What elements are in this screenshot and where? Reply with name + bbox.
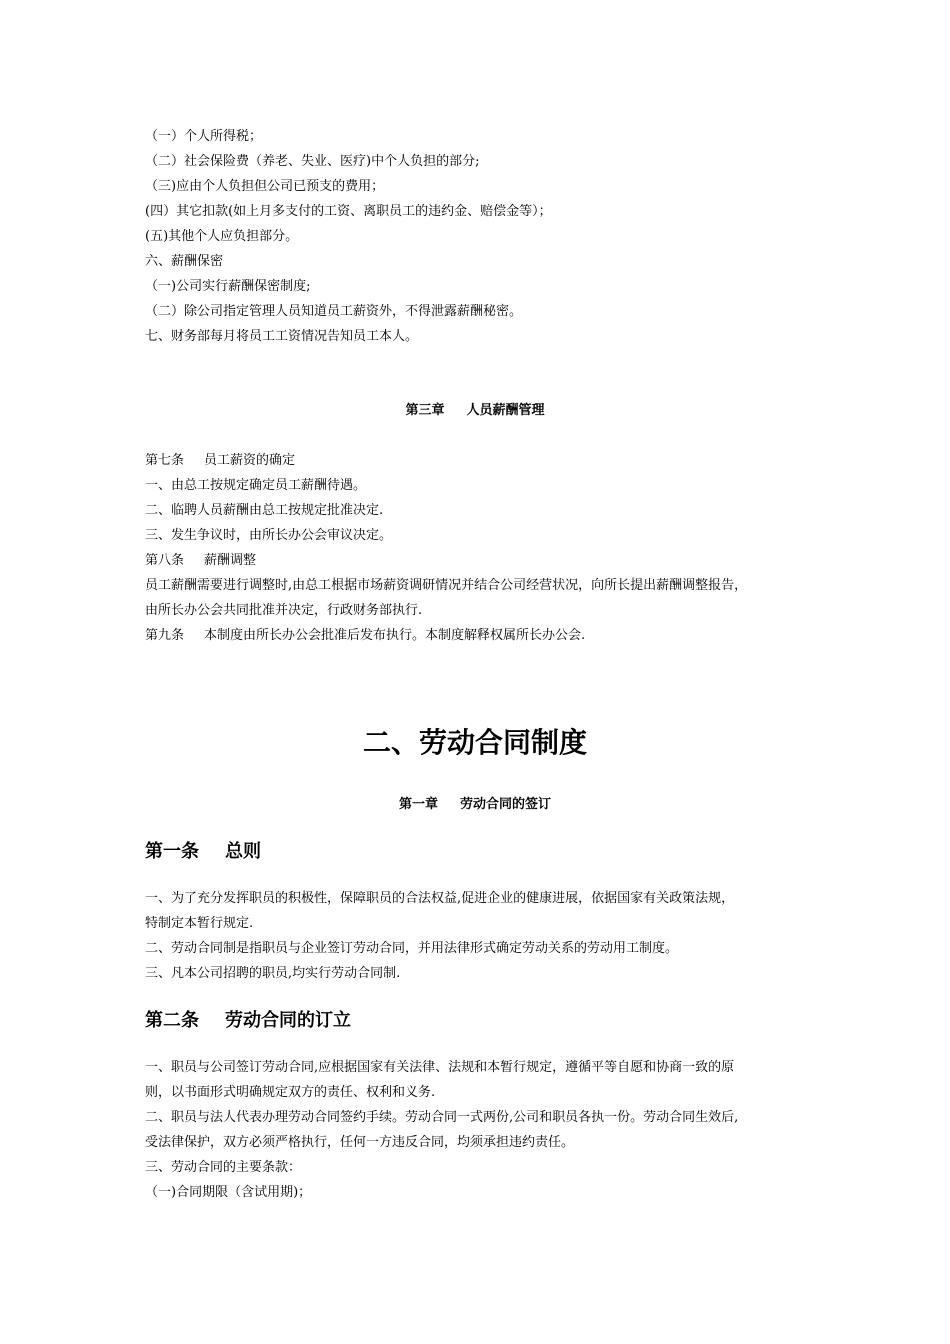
part-title: 二、劳动合同制度 bbox=[362, 726, 587, 759]
text-line: （一)公司实行薪酬保密制度; bbox=[145, 279, 311, 294]
text-line: 三、发生争议时，由所长办公会审议决定。 bbox=[145, 528, 393, 543]
text-line: 三、劳动合同的主要条款： bbox=[145, 1160, 302, 1175]
article-title: 薪酬调整 bbox=[204, 553, 257, 568]
article-text: 本制度由所长办公会批准后发布执行。本制度解释权属所长办公会. bbox=[204, 628, 586, 643]
text-line: 则，以书面形式明确规定双方的责任、权利和义务. bbox=[145, 1085, 436, 1100]
text-line: (四）其它扣款(如上月多支付的工资、离职员工的违约金、赔偿金等）； bbox=[145, 204, 552, 219]
article-number: 第九条 bbox=[145, 628, 185, 643]
chapter-title: 人员薪酬管理 bbox=[466, 403, 545, 418]
text-line: 三、凡本公司招聘的职员,均实行劳动合同制. bbox=[145, 966, 401, 981]
article-title: 劳动合同的订立 bbox=[225, 1010, 351, 1031]
text-line: 一、由总工按规定确定员工薪酬待遇。 bbox=[145, 478, 367, 493]
text-line: 七、财务部每月将员工工资情况告知员工本人。 bbox=[145, 329, 419, 344]
article-number: 第二条 bbox=[145, 1010, 199, 1031]
article-heading bbox=[145, 841, 261, 863]
chapter-heading bbox=[0, 797, 950, 813]
text-line: (五)其他个人应负担部分。 bbox=[145, 229, 299, 244]
text-line: 一、职员与公司签订劳动合同,应根据国家有关法律、法规和本暂行规定，遵循平等自愿和协商一致的原 bbox=[145, 1060, 735, 1075]
text-line: 二、临聘人员薪酬由总工按规定批准决定. bbox=[145, 503, 384, 518]
text-line: （二）社会保险费（养老、失业、医疗)中个人负担的部分; bbox=[145, 154, 480, 169]
chapter-number: 第三章 bbox=[405, 403, 445, 418]
article-heading bbox=[145, 1010, 351, 1032]
article-number: 第七条 bbox=[145, 453, 185, 468]
article-number: 第八条 bbox=[145, 553, 185, 568]
text-line: 二、劳动合同制是指职员与企业签订劳动合同，并用法律形式确定劳动关系的劳动用工制度。 bbox=[145, 941, 679, 956]
chapter-title: 劳动合同的签订 bbox=[460, 797, 552, 812]
chapter-number: 第一章 bbox=[398, 797, 438, 812]
text-line: （一)合同期限（含试用期)； bbox=[145, 1185, 312, 1200]
chapter-heading bbox=[0, 403, 950, 419]
text-line: （三)应由个人负担但公司已预支的费用； bbox=[145, 179, 385, 194]
article-title: 员工薪资的确定 bbox=[204, 453, 296, 468]
article-heading bbox=[145, 453, 295, 469]
article-number: 第一条 bbox=[145, 841, 199, 862]
article-title: 总则 bbox=[225, 841, 261, 862]
text-line: （二）除公司指定管理人员知道员工薪资外，不得泄露薪酬秘密。 bbox=[145, 304, 523, 319]
text-line: 特制定本暂行规定. bbox=[145, 916, 254, 931]
text-line: （一）个人所得税； bbox=[145, 129, 263, 144]
text-line: 一、为了充分发挥职员的积极性，保障职员的合法权益,促进企业的健康进展，依据国家有关政策法规， bbox=[145, 891, 735, 906]
article-heading bbox=[145, 553, 256, 569]
text-line: 二、职员与法人代表办理劳动合同签约手续。劳动合同一式两份,公司和职员各执一份。劳动合同生效后, bbox=[145, 1110, 739, 1125]
text-line: 受法律保护，双方必须严格执行，任何一方违反合同，均须承担违约责任。 bbox=[145, 1135, 575, 1150]
text-line: 员工薪酬需要进行调整时,由总工根据市场薪资调研情况并结合公司经营状况，向所长提出薪酬调整报告， bbox=[145, 578, 748, 593]
text-line: 六、薪酬保密 bbox=[145, 254, 224, 269]
article-heading bbox=[145, 628, 585, 644]
text-line: 由所长办公会共同批准并决定，行政财务部执行. bbox=[145, 603, 423, 618]
